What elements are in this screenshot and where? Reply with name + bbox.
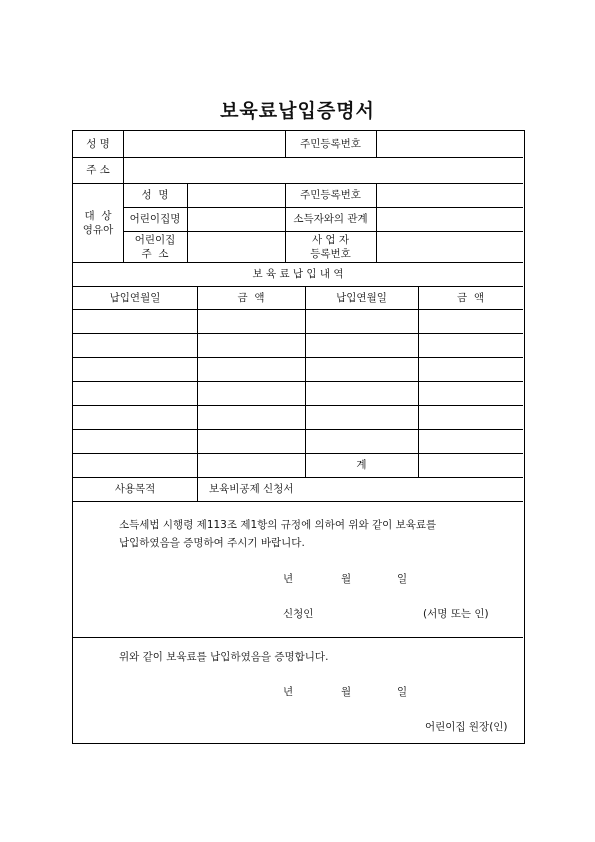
sign-or-seal-label: (서명 또는 인) xyxy=(423,608,489,620)
child-rrn-label: 주민등록번호 xyxy=(300,189,361,201)
certify-text: 위와 같이 보육료를 납입하였음을 증명합니다. xyxy=(119,651,329,663)
daycare-address-label xyxy=(123,231,187,262)
relation-label: 소득자와의 관계 xyxy=(293,213,368,225)
row-line xyxy=(73,453,523,454)
col-line xyxy=(376,183,377,262)
payment-header-date-2: 납입연월일 xyxy=(336,291,387,304)
daycare-name-label: 어린이집명 xyxy=(129,213,181,225)
col-line xyxy=(376,131,377,157)
payment-header-amount-2: 금 액 xyxy=(457,291,484,304)
request-month: 월 xyxy=(341,573,352,585)
director-signature: 어린이집 원장(인) xyxy=(425,721,508,733)
applicant-name-label: 성 명 xyxy=(86,138,110,150)
purpose-value: 보육비공제 신청서 xyxy=(209,483,294,495)
total-label: 계 xyxy=(356,459,367,471)
col-line xyxy=(187,183,188,262)
business-no-label xyxy=(285,231,376,262)
child-group-label-1: 대 상 xyxy=(84,209,112,222)
daycare-address-label-1: 어린이집 xyxy=(134,233,176,246)
applicant-sign-label: 신청인 xyxy=(283,608,314,620)
row-line xyxy=(73,405,523,406)
col-line xyxy=(418,286,419,477)
payment-section-label: 보 육 료 납 입 내 역 xyxy=(252,268,344,280)
request-year: 년 xyxy=(283,573,294,585)
document-title: 보육료납입증명서 xyxy=(220,100,375,122)
row-line xyxy=(73,357,523,358)
payment-header-date-1: 납입연월일 xyxy=(109,291,161,304)
row-line xyxy=(73,157,523,158)
request-text-line-2: 납입하였음을 증명하여 주시기 바랍니다. xyxy=(119,537,305,549)
row-line xyxy=(73,333,523,334)
col-line xyxy=(305,286,306,477)
business-no-label-1: 사 업 자 xyxy=(311,233,350,246)
daycare-address-label-2: 주 소 xyxy=(141,247,169,260)
col-line xyxy=(197,286,198,501)
payment-header-amount-1: 금 액 xyxy=(237,291,265,304)
child-name-label: 성 명 xyxy=(141,189,169,201)
request-text-line-1: 소득세법 시행령 제113조 제1항의 규정에 의하여 위와 같이 보육료를 xyxy=(119,519,437,531)
business-no-label-2: 등록번호 xyxy=(310,247,351,260)
purpose-label: 사용목적 xyxy=(114,483,156,495)
certify-year: 년 xyxy=(283,686,294,698)
row-line xyxy=(73,501,523,502)
certify-day: 일 xyxy=(397,686,408,698)
certify-month: 월 xyxy=(341,686,352,698)
row-line xyxy=(73,309,523,310)
request-day: 일 xyxy=(397,573,408,585)
applicant-address-label: 주 소 xyxy=(86,164,110,176)
row-line xyxy=(73,381,523,382)
applicant-rrn-label: 주민등록번호 xyxy=(300,138,361,150)
row-line xyxy=(73,637,523,638)
row-line xyxy=(73,429,523,430)
certificate-form xyxy=(72,130,525,744)
child-group-label-2: 영유아 xyxy=(82,223,114,236)
child-group-label xyxy=(73,183,123,262)
